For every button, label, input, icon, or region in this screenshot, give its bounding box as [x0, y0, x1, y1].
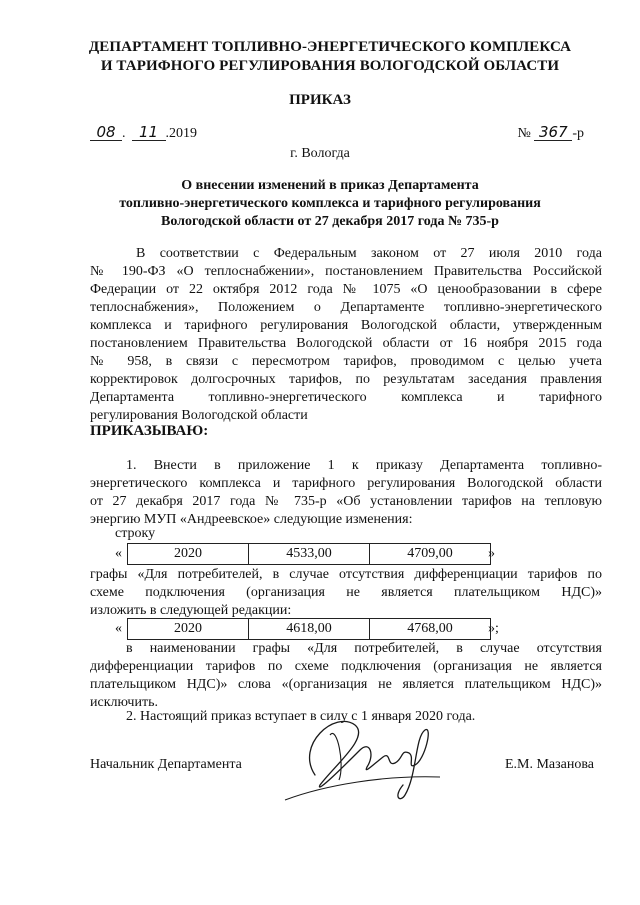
item-1-line: 1. Внести в приложение 1 к приказу Департамента топливно- [126, 458, 602, 473]
preamble-paragraph [90, 245, 602, 425]
order-date [90, 125, 197, 142]
table-cell-value-1: 4618,00 [249, 619, 370, 639]
naming-line: дифференциации тарифов по схеме подключения (организация не является [90, 659, 602, 674]
number-suffix: -р [572, 126, 584, 141]
preamble-line: № 958, в связи с пересмотром тарифов, проводимом с целью учета [90, 354, 602, 369]
naming-line: в наименовании графы «Для потребителей, в случае отсутствия [126, 641, 602, 656]
old-tariff-table [127, 543, 491, 565]
naming-line: исключить. [90, 695, 158, 710]
order-subject [60, 177, 600, 231]
preamble-line: В соответствии с Федеральным законом от 27 июля 2010 года [136, 246, 602, 261]
new-tariff-table [127, 618, 491, 640]
department-header [60, 38, 600, 76]
table-cell-value-1: 4533,00 [249, 544, 370, 564]
city: г. Вологда [290, 146, 350, 161]
table-cell-value-2: 4768,00 [407, 621, 453, 636]
date-day: 08 [90, 125, 122, 141]
department-header-line-1: ДЕПАРТАМЕНТ ТОПЛИВНО-ЭНЕРГЕТИЧЕСКОГО КОМПЛЕКСА [88, 39, 572, 55]
department-header-line-2: И ТАРИФНОГО РЕГУЛИРОВАНИЯ ВОЛОГОДСКОЙ ОБЛАСТИ [100, 58, 560, 74]
handwritten-signature [275, 705, 445, 805]
item-1-line: от 27 декабря 2017 года № 735-р «Об установлении тарифов на тепловую [90, 494, 602, 509]
new-tariff-row [115, 618, 515, 640]
old-tariff-row [115, 543, 515, 565]
date-month: 11 [132, 125, 166, 141]
item-1-paragraph [90, 457, 602, 529]
preamble-line: регулирования Вологодской области [90, 408, 308, 423]
preamble-line: теплоснабжения», Положением о Департаменте топливно-энергетического [90, 300, 602, 315]
middle-line: графы «Для потребителей, в случае отсутствия дифференциации тарифов по [90, 567, 602, 582]
item-1-line: энергию МУП «Андреевское» следующие изменения: [90, 512, 413, 527]
preamble-line: № 190-ФЗ «О теплоснабжении», постановлением Правительства Российской [90, 264, 602, 279]
item-2-line: 2. Настоящий приказ вступает в силу с 1 января 2020 года. [126, 709, 476, 724]
order-number [517, 125, 584, 142]
quote-open: « [115, 546, 122, 561]
table-cell-year: 2020 [128, 619, 249, 639]
item-1-line: энергетического комплекса и тарифного регулирования Вологодской области [90, 476, 602, 491]
middle-line: изложить в следующей редакции: [90, 603, 292, 618]
middle-line: схеме подключения (организация не является плательщиком НДС)» [90, 585, 602, 600]
preamble-line: Федерации от 22 октября 2012 года № 1075 «О ценообразовании в сфере [90, 282, 602, 297]
signer-title: Начальник Департамента [90, 757, 242, 772]
quote-close: » [488, 546, 495, 561]
table-cell-value-2: 4709,00 [407, 546, 453, 561]
subject-line-3: Вологодской области от 27 декабря 2017 года № 735-р [161, 214, 499, 229]
date-dot: . [122, 126, 126, 141]
naming-line: плательщиком НДС)» слова «(организация не является плательщиком НДС)» [90, 677, 602, 692]
subject-line-1: О внесении изменений в приказ Департамента [181, 178, 479, 193]
naming-paragraph [90, 640, 602, 712]
middle-paragraph [90, 566, 602, 620]
number-value: 367 [534, 125, 572, 141]
quote-close: »; [488, 621, 499, 636]
preamble-line: постановлением Правительства Вологодской области от 16 ноября 2015 года [90, 336, 602, 351]
order-command: ПРИКАЗЫВАЮ: [90, 423, 209, 439]
quote-open: « [115, 621, 122, 636]
table-cell-year: 2020 [128, 544, 249, 564]
preamble-line: Департамента топливно-энергетического комплекса и тарифного [90, 390, 602, 405]
document-type: ПРИКАЗ [289, 92, 351, 108]
stroke-word: строку [115, 526, 156, 541]
number-prefix: № [517, 126, 531, 141]
date-year: .2019 [165, 126, 197, 141]
subject-line-2: топливно-энергетического комплекса и тарифного регулирования [119, 196, 541, 211]
preamble-line: комплекса и тарифного регулирования Вологодской области, утвержденным [90, 318, 602, 333]
preamble-line: корректировок долгосрочных тарифов, по результатам заседания правления [90, 372, 602, 387]
signer-name: Е.М. Мазанова [504, 757, 594, 772]
